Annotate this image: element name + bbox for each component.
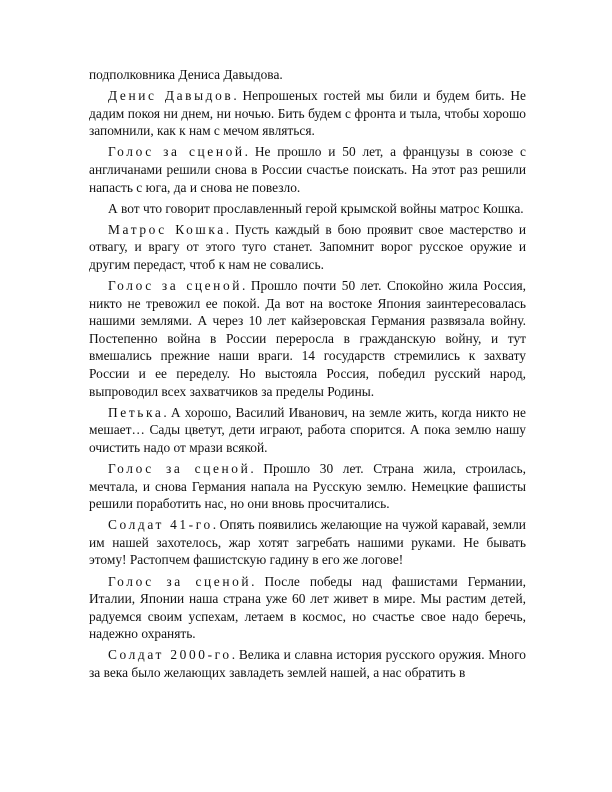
- paragraph-text: . Прошло почти 50 лет. Спокойно жила Россия, никто не тревожил ее покой. Да вот на востоке Япония заинтересовалась нашими землями. А через 10 лет кайзеровская Германия развязала войну. Постепенно война в России переросла в гражданскую войну, и тут вмешались прежние наши враги. 14 государств стремились к захвату России и ее переделу. Но выстояла Россия, победил русский народ, выпроводил всех захватчиков за пределы Родины.: [89, 278, 527, 399]
- paragraph-text: . После победы над фашистами Германии, Италии, Японии наша страна уже 60 лет живет в мире. Мы растим детей, радуемся своим успехам, летаем в космос, но счастье свое надо беречь, надежно охранять.: [89, 573, 526, 642]
- speaker-name: Петька: [108, 404, 164, 420]
- speaker-name: Голос за сценой: [108, 460, 251, 476]
- paragraph-text: . Велика и славна история русского оружия. Много за века было желающих завладеть землей нашей, а нас обратить в: [89, 647, 526, 680]
- paragraph-text: . А хорошо, Василий Иванович, на земле жить, когда никто не мешает… Сады цветут, дети играют, работа спорится. А пока землю нашу очистить надо от мрази всякой.: [89, 404, 526, 455]
- paragraph-soldier-2000: [89, 646, 526, 681]
- paragraph-narration: [89, 200, 526, 218]
- document-page: [89, 66, 526, 685]
- paragraph-text: . Непрошеных гостей мы били и будем бить. Не дадим покоя ни днем, ни ночью. Бить будем с фронта и тыла, чтобы хорошо запомнили, как к нам с мечом являться.: [89, 88, 526, 139]
- paragraph-text: подполковника Дениса Давыдова.: [89, 67, 283, 82]
- paragraph-voice-offstage-4: [89, 573, 526, 643]
- paragraph-text: . Прошло 30 лет. Страна жила, строилась, мечтала, и снова Германия напала на Русскую землю. Немецкие фашисты решили поработить нас, но они вновь просчитались.: [89, 460, 527, 512]
- speaker-name: Матрос Кошка: [108, 221, 226, 237]
- speaker-name: Солдат 2000-го: [108, 647, 232, 663]
- paragraph-text: . Не прошло и 50 лет, а французы в союзе с англичанами решили снова в России счастье поискать. На этот раз решили напасть с юга, да и снова не повезло.: [89, 144, 527, 195]
- paragraph-text: . Опять появились желающие на чужой каравай, земли им нашей захотелось, жар хотят загребать нашими руками. Не бывать этому! Растопчем фашистскую гадину в его же логове!: [89, 517, 526, 568]
- speaker-name: Голос за сценой: [108, 573, 252, 589]
- paragraph-petka: [89, 404, 526, 457]
- paragraph-matros-koshka: [89, 221, 526, 274]
- paragraph-continuation: [89, 66, 526, 84]
- paragraph-soldier-41: [89, 516, 526, 569]
- paragraph-voice-offstage-3: [89, 460, 526, 513]
- paragraph-voice-offstage-2: [89, 277, 526, 400]
- speaker-name: Голос за сценой: [108, 278, 243, 294]
- paragraph-text: . Пусть каждый в бою проявит свое мастерство и отвагу, и врагу от этого туго станет. Запомнит ворог русское оружие и другим передаст, чтоб к нам не совались.: [89, 221, 526, 272]
- speaker-name: Денис Давыдов: [108, 88, 234, 104]
- speaker-name: Голос за сценой: [108, 144, 245, 160]
- paragraph-text: А вот что говорит прославленный герой крымской войны матрос Кошка.: [108, 200, 524, 216]
- paragraph-denis-davydov: [89, 87, 526, 140]
- paragraph-voice-offstage-1: [89, 143, 526, 196]
- speaker-name: Солдат 41-го: [108, 517, 213, 533]
